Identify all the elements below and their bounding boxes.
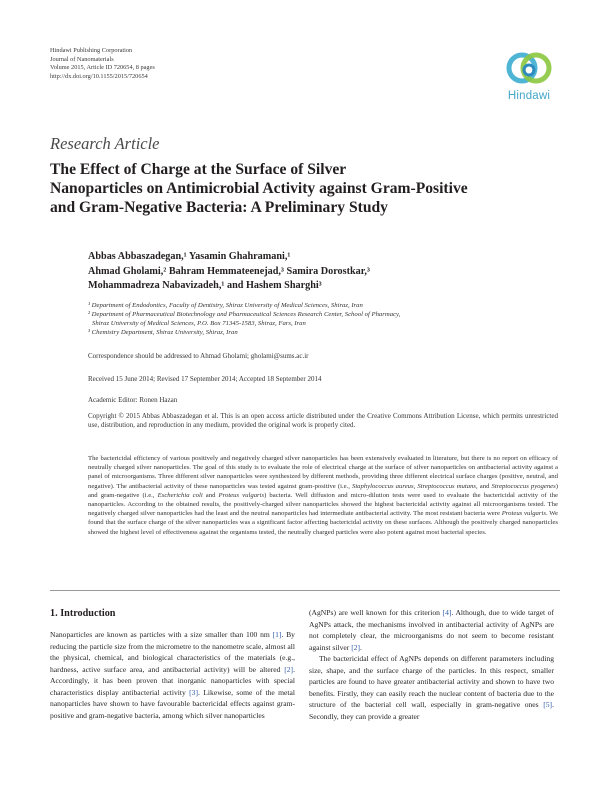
body-text: . Secondly, they can provide a greater [309,700,554,721]
species-name: Proteus vulgaris [501,510,546,518]
correspondence-line: Correspondence should be addressed to Ahmad Gholami; gholami@sums.ac.ir [88,352,309,360]
citation-link[interactable]: [2] [284,664,294,674]
abstract [88,454,558,537]
title-line-2: Nanoparticles on Antimicrobial Activity against Gram-Positive [50,180,468,197]
citation-link[interactable]: [2] [351,642,361,652]
publisher-line: Hindawi Publishing Corporation [50,47,133,54]
volume-line: Volume 2015, Article ID 720654, 8 pages [50,64,155,72]
affiliation-3: ³ Chemistry Department, Shiraz University, Shiraz, Iran [88,328,238,336]
affiliation-1: ¹ Department of Endodontics, Faculty of Dentistry, Shiraz University of Medical Sciences, Shiraz, Iran [88,302,363,309]
species-name: Escherichia coli [157,491,203,499]
editor-line: Academic Editor: Ronen Hazan [88,396,178,404]
body-text: . [360,642,362,652]
title-line-3: and Gram-Negative Bacteria: A Preliminary Study [50,199,388,216]
affiliation-2: ² Department of Pharmaceutical Biotechnology and Pharmaceutical Sciences Research Center, School of Pharmacy, [88,310,401,318]
paragraph [309,653,554,722]
body-text: . Likewise, some of the metal nanoparticles have shown to have favourable bactericidal effects against gram-positive and gram-negative bacteria, among which silver nanoparticles [50,687,296,720]
abstract-text: ) and gram-negative (i.e., [88,482,558,499]
affiliations [88,302,568,338]
body-text: . By reducing the particle size from the micrometre to the nanometre scale, almost all the physical, chemical, and biological characteristics of the materials (e.g., hardness, active surface area, and antibacterial activity) will be altered [50,630,295,674]
abstract-text: . We found that the surface charge of the silver nanoparticles was a significant factor affecting bactericidal activity on these surfaces. Although the positively charged nanoparticles showed the highest level of effectiveness against the organisms tested, the neutrally charged particles were also potent against most bacterial species. [88,510,558,536]
abstract-text: and [202,491,219,499]
abstract-text: ) bacteria. Well diffusion and micro-dilution tests were used to evaluate the bactericidal activity of the nanoparticles. According to the obtained results, the positively-charged silver nanoparticles showed the highest bactericidal activity against all microorganisms tested. The negatively charged silver nanoparticles had the least and the neutral nanoparticles had intermediate antibacterial activity. The most resistant bacteria were [88,491,558,518]
abstract-text: , [413,482,418,490]
body-text: The bactericidal effect of AgNPs depends on different parameters including size, shape, and the surface charge of the particles. In this respect, smaller particles are found to have greater antibacterial activity and shown to have two benefits. Firstly, they can easily reach the nuclear content of bacteria due to the structure of the bacterial cell wall, especially in gram-negative ones [309,654,554,710]
authors-line-3: Mohammadreza Nabavizadeh,¹ and Hashem Sharghi³ [88,280,322,292]
title-line-1: The Effect of Charge at the Surface of Silver [50,161,347,178]
copyright-notice: Copyright © 2015 Abbas Abbaszadegan et al. This is an open access article distributed under the Creative Commons Attribution License, which permits unrestricted use, distribution, and reproduction in any medium, provided the original work is properly cited. [88,412,558,430]
species-name: Staphylococcus aureus [351,482,414,490]
citation-link[interactable]: [5] [543,700,553,710]
affiliation-2-cont: Shiraz University of Medical Sciences, P.O. Box 71345-1583, Shiraz, Fars, Iran [92,319,306,327]
abstract-text: , and [476,482,492,490]
citation-link[interactable]: [4] [442,608,452,617]
section-divider [50,590,560,591]
body-column-right [309,607,554,722]
journal-name: Journal of Nanomaterials [50,55,114,63]
body-column-left [50,629,295,721]
author-list [88,250,568,294]
species-name: Streptococcus mutans [417,482,477,490]
authors-line-1: Abbas Abbaszadegan,¹ Yasamin Ghahramani,¹ [88,251,291,262]
authors-line-2: Ahmad Gholami,² Bahram Hemmateenejad,³ Samira Dorostkar,³ [88,265,370,277]
body-text: . Although, due to wide target of AgNPs attack, the mechanisms involved in antibacterial activity of AgNPs are not completely clear, the microorganisms do not seem to become resistant against silver [309,608,554,652]
article-title [50,160,570,217]
journal-header [50,47,155,81]
body-text: Nanoparticles are known as particles with a size smaller than 100 nm [50,630,273,639]
citation-link[interactable]: [3] [189,687,199,697]
section-heading: 1. Introduction [50,608,116,619]
abstract-text: The bactericidal efficiency of various positively and negatively charged silver nanoparticles has been extensively evaluated in literature, but there is no report on efficacy of neutrally charged silver nanoparticles. The goal of this study is to evaluate the role of electrical charge at the surface of silver nanoparticles on antibacterial activity against a panel of microorganisms. Three different silver nanoparticles were synthesized by different methods, providing three different electrical surface charges (positive, neutral, and negative). The antibacterial activity of these nanoparticles was tested against gram-positive (i.e., [88,455,558,490]
species-name: Streptococcus pyogenes [491,482,556,490]
doi-line: http://dx.doi.org/10.1155/2015/720654 [50,72,148,80]
article-type: Research Article [50,134,160,153]
species-name: Proteus vulgaris [218,491,265,499]
hindawi-logo-text: Hindawi [507,90,551,102]
body-text: (AgNPs) are well known for this criterion [309,608,443,617]
dates-line: Received 15 June 2014; Revised 17 September 2014; Accepted 18 September 2014 [88,375,322,383]
body-text: . Accordingly, it has been proven that inorganic nanoparticles with special characteristics display antibacterial activity [50,664,295,697]
citation-link[interactable]: [1] [272,630,282,639]
